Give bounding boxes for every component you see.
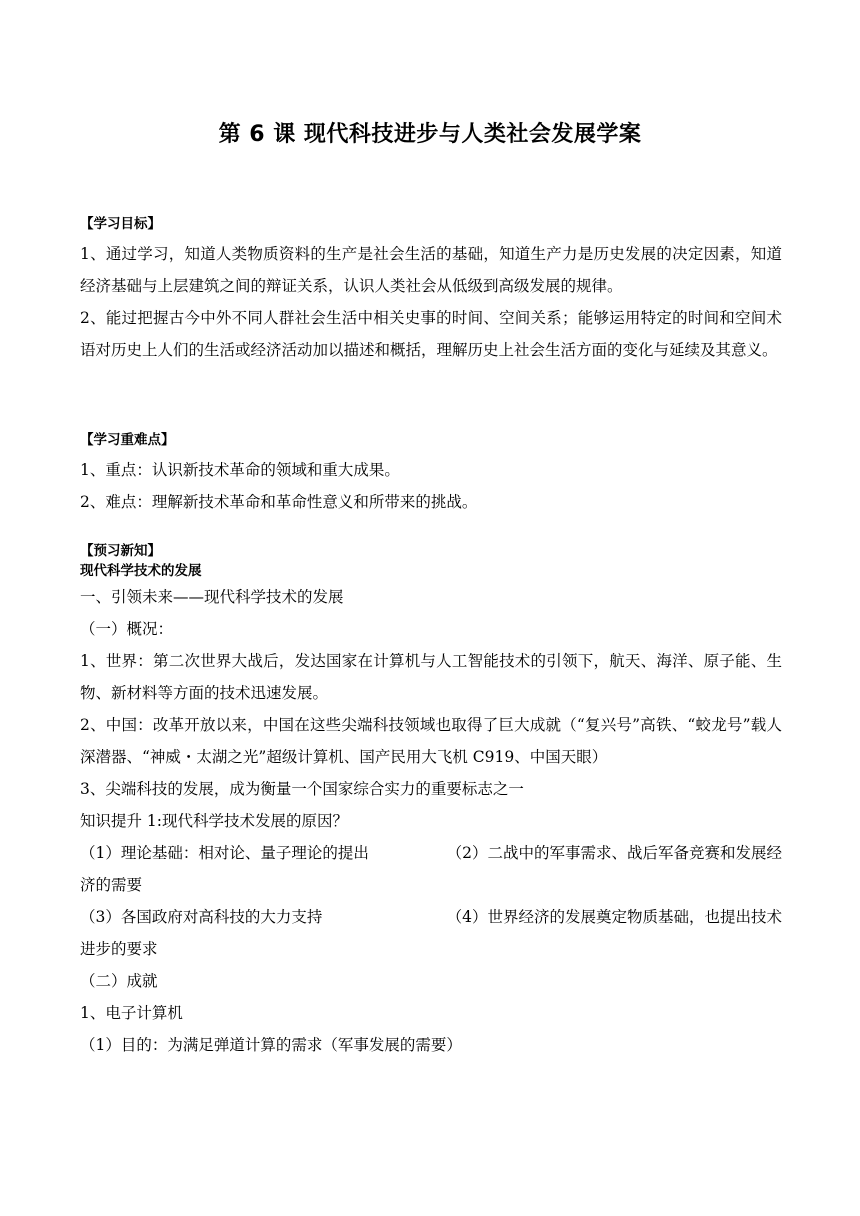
reason-4-start: （4）世界经济的发展奠定物质基础，也提出技术	[446, 908, 782, 926]
reason-3: （3）各国政府对高科技的大力支持	[80, 908, 323, 926]
objectives-heading: 【学习目标】	[80, 216, 161, 232]
overview-label: （一）概况：	[80, 620, 174, 638]
preview-heading: 【预习新知】	[80, 543, 161, 559]
objective-item-1: 1、通过学习，知道人类物质资料的生产是社会生活的基础，知道生产力是历史发展的决定因素，知道经济基础与上层建筑之间的辩证关系，认识人类社会从低级到高级发展的规律。	[80, 245, 782, 295]
reason-2-start: （2）二战中的军事需求、战后军备竞赛和发展经	[446, 844, 782, 862]
reason-row-2	[80, 901, 782, 933]
keypoints-heading: 【学习重难点】	[80, 432, 175, 448]
objective-item-2: 2、能过把握古今中外不同人群社会生活中相关史事的时间、空间关系；能够运用特定的时间和空间术语对历史上人们的生活或经济活动加以描述和概括，理解历史上社会生活方面的变化与延续及其意义。	[80, 309, 782, 359]
cutting-edge-paragraph: 3、尖端科技的发展，成为衡量一个国家综合实力的重要标志之一	[80, 780, 524, 798]
preview-subheading: 现代科学技术的发展	[80, 563, 202, 579]
preview-section	[80, 541, 782, 1061]
objectives-section	[80, 214, 782, 366]
reason-row-1	[80, 837, 782, 869]
world-paragraph: 1、世界：第二次世界大战后，发达国家在计算机与人工智能技术的引领下，航天、海洋、原子能、生物、新材料等方面的技术迅速发展。	[80, 652, 782, 702]
knowledge-question: 知识提升 1:现代科学技术发展的原因？	[80, 812, 349, 830]
computer-item: 1、电子计算机	[80, 1004, 183, 1022]
achievements-label: （二）成就	[80, 972, 158, 990]
keypoint-item-1: 1、重点：认识新技术革命的领域和重大成果。	[80, 461, 400, 479]
reason-1: （1）理论基础：相对论、量子理论的提出	[80, 844, 369, 862]
reason-2-end: 济的需要	[80, 876, 143, 894]
page-title: 第 6 课 现代科技进步与人类社会发展学案	[218, 122, 642, 147]
section-title-1: 一、引领未来——现代科学技术的发展	[80, 588, 344, 606]
keypoints-section	[80, 430, 782, 518]
china-paragraph: 2、中国：改革开放以来，中国在这些尖端科技领域也取得了巨大成就（“复兴号”高铁、“蛟龙号”载人深潜器、“神威・太湖之光”超级计算机、国产民用大飞机 C919、中国天眼）	[80, 716, 782, 766]
keypoint-item-2: 2、难点：理解新技术革命和革命性意义和所带来的挑战。	[80, 493, 478, 511]
reason-4-end: 进步的要求	[80, 940, 158, 958]
purpose-item: （1）目的：为满足弹道计算的需求（军事发展的需要）	[80, 1036, 462, 1054]
